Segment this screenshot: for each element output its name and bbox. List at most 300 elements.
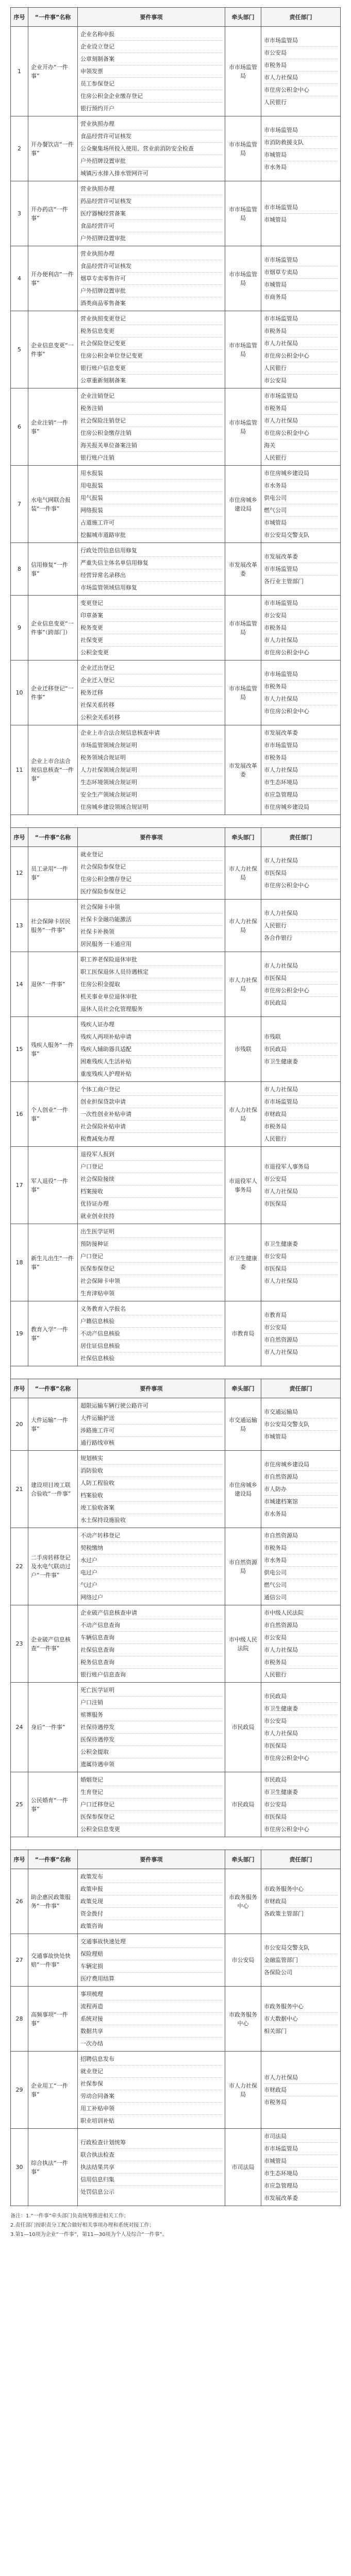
row-item: 社会保障卡居民服务“一件事”: [28, 900, 78, 952]
footnotes: [10, 2212, 340, 2239]
material-line: 用水报装: [80, 467, 222, 480]
resp-line: 市人力社保局: [264, 415, 338, 427]
table-row: [11, 246, 341, 311]
resp-line: 金融监管部门: [264, 1954, 338, 1967]
resp-line: 市民政局: [264, 1043, 338, 1056]
material-line: 户籍信息核验: [80, 1315, 222, 1328]
material-line: 企业上市合法合规信息核查申请: [80, 727, 222, 739]
material-line: 企业迁入登记: [80, 674, 222, 687]
row-materials: [78, 246, 225, 311]
resp-line: 市消防救援支队: [264, 137, 338, 149]
resp-line: 市教育局: [264, 1309, 338, 1321]
row-resp: [261, 1772, 341, 1837]
footnote-line: 2.责任部门按职责分工配合做好相关事项办理和系统对接工作；: [10, 2223, 155, 2228]
resp-line: 市人力社保局: [264, 855, 338, 867]
table-row: [11, 466, 341, 543]
table-row: [11, 1869, 341, 1934]
resp-line: 供电公司: [264, 492, 338, 504]
resp-line: 市市场监管局: [264, 739, 338, 752]
material-line: 住房公积金企业缴存登记: [80, 90, 222, 103]
material-line: 网络报装: [80, 504, 222, 517]
material-line: 税务变更: [80, 622, 222, 634]
material-line: 税务信息变更: [80, 325, 222, 337]
resp-line: 供电公司: [264, 1567, 338, 1579]
header-resp: 责任部门: [261, 8, 341, 27]
row-item: 企业信息变更“一件事”: [28, 311, 78, 388]
resp-line: 市税务局: [264, 402, 338, 415]
resp-line: 市自然资源局: [264, 1530, 338, 1542]
row-materials: [78, 1605, 225, 1683]
material-line: 档案接收: [80, 1185, 222, 1198]
row-materials: [78, 1147, 225, 1224]
material-line: 气过户: [80, 1579, 222, 1591]
material-line: 社保卡补换领: [80, 926, 222, 938]
resp-line: 市公安局: [264, 377, 287, 384]
resp-line: 市住房公积金中心: [264, 1755, 309, 1761]
material-line: 企业名称申报: [80, 28, 222, 41]
resp-line: 市生态环境局: [264, 776, 338, 789]
resp-line: 市财政局: [264, 1108, 338, 1121]
resp-line: 市城管局: [264, 517, 338, 529]
material-line: 预防接种证: [80, 1238, 222, 1250]
resp-line: 市城管局: [264, 216, 287, 223]
resp-line: 市税务局: [264, 1656, 338, 1669]
resp-line: 市医保局: [264, 1811, 338, 1823]
material-line: 住房公积金单位登记变更: [80, 350, 222, 362]
row-materials: [78, 27, 225, 116]
row-dept: 市民政局: [225, 1772, 261, 1837]
material-line: 企业破产信息核查申请: [80, 1607, 222, 1619]
material-line: 税务迁移: [80, 687, 222, 699]
material-line: 户外招牌设置审批: [80, 155, 222, 167]
resp-line: 市税务局: [264, 59, 338, 72]
resp-line: 市人力社保局: [264, 1185, 338, 1198]
page-gap: [11, 1837, 341, 1850]
resp-line: 市水务局: [264, 480, 338, 492]
row-materials: [78, 952, 225, 1017]
material-line: 事项梳理: [80, 1988, 222, 2001]
row-item: 二手房转移登记及水电气联动过户“一件事”: [28, 1528, 78, 1605]
page-gap-cell: [11, 1366, 341, 1379]
row-resp: [261, 1987, 341, 2052]
material-line: 联合执法检查: [80, 2149, 222, 2161]
resp-line: 市人力社保局: [264, 1278, 298, 1284]
row-resp: [261, 1451, 341, 1528]
resp-line: 市水务局: [264, 164, 287, 171]
table-header-row: [11, 1379, 341, 1398]
material-line: 用电报装: [80, 480, 222, 492]
row-materials: [78, 388, 225, 466]
material-line: 医疗费用结算: [80, 1975, 114, 1982]
row-materials: [78, 466, 225, 543]
row-materials: [78, 900, 225, 952]
row-resp: [261, 543, 341, 596]
material-line: 水过户: [80, 1554, 222, 1567]
row-resp: [261, 1082, 341, 1147]
material-line: 员工参保登记: [80, 78, 222, 90]
row-no: 18: [11, 1224, 28, 1301]
resp-line: 人民银行: [264, 362, 338, 375]
material-line: 档案验收: [80, 1489, 222, 1502]
row-no: 16: [11, 1082, 28, 1147]
material-line: 处罚信息公示: [80, 2189, 114, 2195]
material-line: 职业培训补贴: [80, 2117, 114, 2124]
header-dept: 牵头部门: [225, 828, 261, 847]
row-dept: 市人力社保局: [225, 847, 261, 900]
header-resp: 责任部门: [261, 828, 341, 847]
material-line: 就业创业扶持: [80, 1213, 114, 1219]
document: [10, 0, 340, 2239]
row-no: 13: [11, 900, 28, 952]
row-item: 企业用工“一件事”: [28, 2052, 78, 2129]
material-line: 数据共享: [80, 2025, 222, 2038]
row-dept: 市住房城乡建设局: [225, 466, 261, 543]
row-item: 公民婚育“一件事”: [28, 1772, 78, 1837]
material-line: 食品经营许可证核发: [80, 260, 222, 273]
resp-line: 市人力社保局: [264, 2072, 338, 2084]
page-gap-cell: [11, 1837, 341, 1850]
resp-line: 市自然资源局: [264, 1619, 338, 1632]
row-item: 企业迁移登记“一件事”: [28, 660, 78, 725]
row-resp: [261, 1934, 341, 1987]
header-materials: 要件事项: [78, 828, 225, 847]
row-item: 开办药店“一件事”: [28, 181, 78, 246]
resp-line: 市公安局交警支队: [264, 1942, 338, 1954]
header-no: 序号: [11, 8, 28, 27]
row-resp: [261, 27, 341, 116]
resp-line: 市交通运输局: [264, 1406, 338, 1418]
row-no: 28: [11, 1987, 28, 2052]
resp-line: 市发展改革委: [264, 2195, 298, 2201]
header-no: 序号: [11, 1379, 28, 1398]
table-row: [11, 1451, 341, 1528]
row-resp: [261, 246, 341, 311]
table-row: [11, 725, 341, 815]
row-item: 企业信息变更“一件事”（跨部门）: [28, 596, 78, 660]
material-line: 社会保险注销登记: [80, 415, 222, 427]
resp-line: 市人力社保局: [264, 960, 338, 972]
row-materials: [78, 1082, 225, 1147]
resp-line: 市市场监管局: [264, 313, 338, 325]
resp-line: 各保险公司: [264, 1969, 292, 1976]
row-resp: [261, 116, 341, 181]
material-line: 执法结果共享: [80, 2161, 222, 2174]
table-header-row: [11, 8, 341, 27]
material-line: 医保参保登记: [80, 1263, 222, 1275]
row-materials: [78, 311, 225, 388]
row-dept: 市市场监管局: [225, 388, 261, 466]
resp-line: 市住房公积金中心: [264, 708, 309, 715]
resp-line: 市公安局交警支队: [264, 1418, 338, 1431]
header-item: “一件事”名称: [28, 1379, 78, 1398]
resp-line: 人民银行: [264, 454, 287, 461]
row-item: 建设项目竣工联合验收“一件事”: [28, 1451, 78, 1528]
material-line: 户外招牌设置审批: [80, 285, 222, 297]
material-line: 生育登记: [80, 1786, 222, 1799]
material-line: 占道施工许可: [80, 517, 222, 529]
table-row: [11, 1398, 341, 1451]
material-line: 户口登记: [80, 1161, 222, 1173]
table-row: [11, 1224, 341, 1301]
material-line: 市场监管领域合规证明: [80, 739, 222, 752]
row-resp: [261, 1869, 341, 1934]
table-header-row: [11, 1850, 341, 1869]
resp-line: 市住房城乡建设局: [264, 467, 338, 480]
resp-line: 市退役军人事务局: [264, 1161, 338, 1173]
material-line: 社会保险接续: [80, 1173, 222, 1185]
material-line: 殡葬服务: [80, 1709, 222, 1721]
resp-line: 市公安局: [264, 1799, 338, 1811]
resp-line: 市医保局: [264, 867, 338, 879]
resp-line: 市市场监管局: [264, 668, 338, 681]
row-no: 20: [11, 1398, 28, 1451]
row-no: 17: [11, 1147, 28, 1224]
material-line: 城镇污水排入排水管网许可: [80, 170, 148, 177]
resp-line: 市市场监管局: [264, 1096, 338, 1108]
row-resp: [261, 311, 341, 388]
material-line: 系统对接: [80, 2013, 222, 2025]
material-line: 变更登记: [80, 597, 222, 609]
row-dept: 市发展改革委: [225, 543, 261, 596]
material-line: 医疗器械经营备案: [80, 208, 222, 220]
row-no: 3: [11, 181, 28, 246]
row-no: 5: [11, 311, 28, 388]
row-materials: [78, 543, 225, 596]
table-row: [11, 1082, 341, 1147]
material-line: 经营异常名录移出: [80, 569, 222, 582]
row-resp: [261, 1224, 341, 1301]
row-no: 11: [11, 725, 28, 815]
resp-line: 市市场监管局: [264, 597, 338, 609]
row-dept: 市卫生健康委: [225, 1224, 261, 1301]
resp-line: 市人力社保局: [264, 764, 338, 776]
row-no: 4: [11, 246, 28, 311]
material-line: 食品经营许可证核发: [80, 130, 222, 143]
row-materials: [78, 1987, 225, 2052]
material-line: 行政处罚信息信用修复: [80, 545, 222, 557]
row-resp: [261, 900, 341, 952]
material-line: 税务注销: [80, 402, 222, 415]
table-row: [11, 1017, 341, 1082]
row-materials: [78, 1451, 225, 1528]
row-item: 新生儿出生“一件事”: [28, 1224, 78, 1301]
row-materials: [78, 1772, 225, 1837]
row-dept: 市政务服务中心: [225, 1869, 261, 1934]
material-line: 优待证办理: [80, 1198, 222, 1210]
row-materials: [78, 725, 225, 815]
table-row: [11, 311, 341, 388]
row-dept: 市人力社保局: [225, 952, 261, 1017]
resp-line: 市税务局: [264, 2099, 287, 2106]
resp-line: 市公安局: [264, 609, 338, 622]
row-no: 27: [11, 1934, 28, 1987]
row-materials: [78, 116, 225, 181]
row-materials: [78, 660, 225, 725]
material-line: 义务教育入学报名: [80, 1303, 222, 1315]
material-line: 信用信息归集: [80, 2174, 222, 2186]
resp-line: 市水务局: [264, 1511, 287, 1517]
row-dept: 市市场监管局: [225, 116, 261, 181]
row-resp: [261, 1398, 341, 1451]
resp-line: 市城管局: [264, 149, 338, 161]
material-line: 户口迁移登记: [80, 1799, 222, 1811]
resp-line: 市人力社保局: [264, 72, 338, 84]
table-row: [11, 1301, 341, 1366]
material-line: 资金拨付: [80, 1908, 222, 1920]
table-row: [11, 1934, 341, 1987]
material-line: 酒类商品零售备案: [80, 300, 126, 307]
row-resp: [261, 1301, 341, 1366]
material-line: 户口注销: [80, 1697, 222, 1709]
row-no: 30: [11, 2129, 28, 2206]
material-line: 社会保险参保登记: [80, 861, 222, 873]
material-line: 政策发布: [80, 1871, 222, 1883]
resp-line: 燃气公司: [264, 1579, 338, 1591]
row-item: 企业开办“一件事”: [28, 27, 78, 116]
resp-line: 市税务局: [264, 622, 338, 634]
footnote-line: 备注：1.“一件事”牵头部门负责统筹推进相关工作；: [10, 2213, 129, 2219]
material-line: 营业执照办理: [80, 248, 222, 260]
row-resp: [261, 2129, 341, 2206]
material-line: 申领发票: [80, 65, 222, 78]
material-line: 税费减免办理: [80, 1136, 114, 1142]
resp-line: 市城建档案馆: [264, 1496, 338, 1508]
material-line: 个体工商户登记: [80, 1083, 222, 1096]
resp-line: 市城管局: [264, 1433, 287, 1440]
material-line: 电过户: [80, 1567, 222, 1579]
header-item: “一件事”名称: [28, 1850, 78, 1869]
material-line: 社保信息核验: [80, 1355, 114, 1362]
row-resp: [261, 1605, 341, 1683]
row-no: 24: [11, 1683, 28, 1772]
table-row: [11, 2052, 341, 2129]
row-dept: 市市场监管局: [225, 246, 261, 311]
resp-line: 市城管局: [264, 279, 338, 291]
table-row: [11, 900, 341, 952]
row-item: 企业破产信息核查“一件事”: [28, 1605, 78, 1683]
row-resp: [261, 1683, 341, 1772]
material-line: 通行路线审核: [80, 1439, 114, 1446]
row-item: 交通事故快处快赔“一件事”: [28, 1934, 78, 1987]
row-dept: 市教育局: [225, 1301, 261, 1366]
row-no: 23: [11, 1605, 28, 1683]
row-item: 教育入学“一件事”: [28, 1301, 78, 1366]
resp-line: 市住房城乡建设局: [264, 1459, 338, 1471]
material-line: 交通事故快速处理: [80, 1936, 222, 1948]
row-resp: [261, 660, 341, 725]
row-dept: 市人力社保局: [225, 2052, 261, 2129]
resp-line: 市人力社保局: [264, 907, 338, 920]
resp-line: 市公安局: [264, 1632, 338, 1644]
row-item: 助企惠民政策服务“一件事”: [28, 1869, 78, 1934]
table-row: [11, 596, 341, 660]
row-materials: [78, 1528, 225, 1605]
table-row: [11, 27, 341, 116]
material-line: 职工养老保险退休审批: [80, 954, 222, 966]
material-line: 严重失信主体名单信用修复: [80, 557, 222, 569]
material-line: 超限运输车辆行驶公路许可: [80, 1400, 222, 1412]
material-line: 困难残疾人生活补贴: [80, 1056, 222, 1068]
resp-line: 市应急管理局: [264, 2180, 338, 2192]
row-no: 1: [11, 27, 28, 116]
material-line: 社保信息查询: [80, 1644, 222, 1656]
row-dept: 市残联: [225, 1017, 261, 1082]
material-line: 生态环境领域合规证明: [80, 776, 222, 789]
row-materials: [78, 1301, 225, 1366]
resp-line: 市医保局: [264, 1740, 338, 1752]
row-resp: [261, 388, 341, 466]
row-materials: [78, 1224, 225, 1301]
material-line: 退休人员社会化管理服务: [80, 1006, 143, 1012]
resp-line: 市税务局: [264, 1121, 338, 1133]
material-line: 就业登记: [80, 2065, 222, 2078]
row-item: 大件运输“一件事”: [28, 1398, 78, 1451]
material-line: 机关事业单位退休审批: [80, 991, 222, 1003]
page-gap: [11, 815, 341, 828]
material-line: 银行账户信息变更: [80, 362, 222, 375]
material-line: 营业执照变更登记: [80, 313, 222, 325]
resp-line: 市市场监管局: [264, 563, 338, 575]
table-row: [11, 2129, 341, 2206]
header-no: 序号: [11, 1850, 28, 1869]
row-item: 军人退役“一件事”: [28, 1147, 78, 1224]
resp-line: 市住房公积金中心: [264, 350, 338, 362]
material-line: 住房公积金缴存注销: [80, 427, 222, 439]
resp-line: 市税务局: [264, 681, 338, 693]
header-item: “一件事”名称: [28, 8, 78, 27]
row-no: 2: [11, 116, 28, 181]
row-item: 水电气网联合报装“一件事”: [28, 466, 78, 543]
material-line: 社保关系转移: [80, 699, 222, 711]
material-line: 政策咨询: [80, 1923, 103, 1929]
resp-line: 市民政局: [264, 999, 287, 1006]
row-no: 9: [11, 596, 28, 660]
resp-line: 市公安局: [264, 47, 338, 59]
header-no: 序号: [11, 828, 28, 847]
resp-line: 市自然资源局: [264, 1334, 338, 1346]
row-resp: [261, 1147, 341, 1224]
material-line: 社会保障卡申领: [80, 1275, 222, 1287]
material-line: 车辆信息查询: [80, 1632, 222, 1644]
resp-line: 市公安局: [264, 1250, 338, 1263]
row-dept: 市中级人民法院: [225, 1605, 261, 1683]
row-item: 信用修复“一件事”: [28, 543, 78, 596]
material-line: 生育津贴申领: [80, 1290, 114, 1297]
row-dept: 市市场监管局: [225, 181, 261, 246]
material-line: 公积金信息变更: [80, 1826, 120, 1833]
material-line: 公积金变更: [80, 649, 109, 656]
resp-line: 人民银行: [264, 1671, 287, 1678]
resp-line: 市公安局: [264, 1715, 338, 1727]
row-no: 21: [11, 1451, 28, 1528]
material-line: 税务信息查询: [80, 1656, 222, 1669]
resp-line: 各合作银行: [264, 935, 292, 941]
row-no: 10: [11, 660, 28, 725]
material-line: 人防工程验收: [80, 1477, 222, 1489]
resp-line: 人民银行: [264, 99, 287, 106]
material-line: 残疾人两项补贴申请: [80, 1031, 222, 1043]
row-no: 12: [11, 847, 28, 900]
resp-line: 市财政局: [264, 2084, 338, 2096]
row-dept: 市市场监管局: [225, 311, 261, 388]
material-line: 银行账户信息查询: [80, 1671, 126, 1678]
resp-line: 市住房公积金中心: [264, 427, 338, 439]
material-line: 社会保险补贴申请: [80, 1121, 222, 1133]
material-line: 职工医保退休人员待遇核定: [80, 966, 222, 978]
task-table: [10, 7, 341, 2206]
material-line: 住房公积金提取: [80, 978, 222, 991]
header-dept: 牵头部门: [225, 8, 261, 27]
